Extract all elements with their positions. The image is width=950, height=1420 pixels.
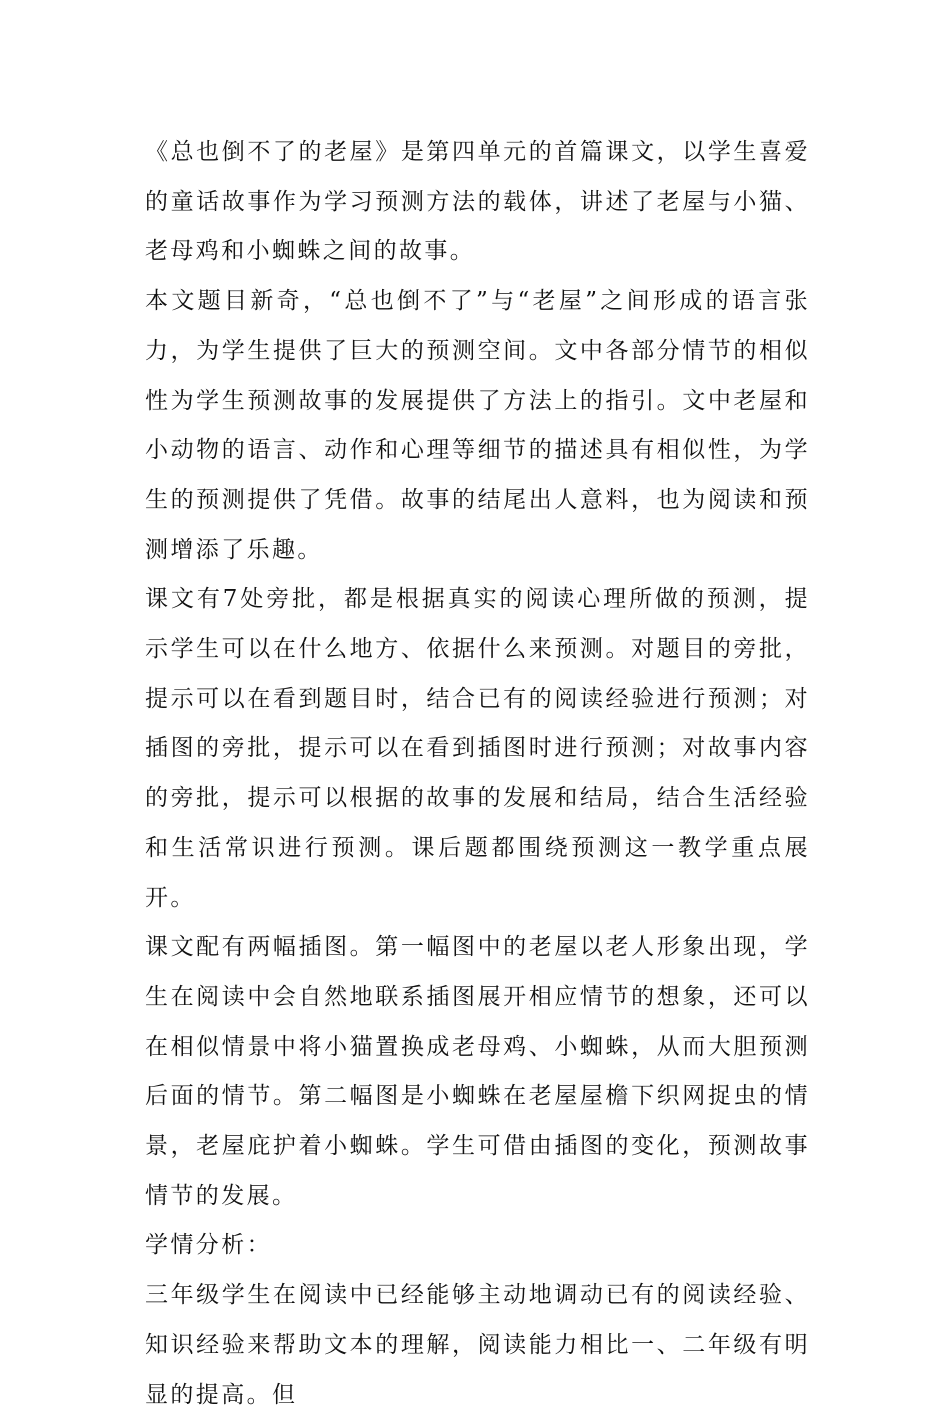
paragraph-student-analysis: 三年级学生在阅读中已经能够主动地调动已有的阅读经验、知识经验来帮助文本的理解，阅读能力相比一、二年级有明显的提高。但 (145, 1282, 810, 1408)
document-body (145, 128, 810, 1420)
paragraph-side-notes: 课文有7处旁批，都是根据真实的阅读心理所做的预测，提示学生可以在什么地方、依据什么来预测。对题目的旁批，提示可以在看到题目时，结合已有的阅读经验进行预测；对插图的旁批，提示可以在看到插图时进行预测；对故事内容的旁批，提示可以根据的故事的发展和结局，结合生活经验和生活常识进行预测。课后题都围绕预测这一教学重点展开。 (145, 586, 810, 911)
paragraph-lesson-intro: 《总也倒不了的老屋》是第四单元的首篇课文，以学生喜爱的童话故事作为学习预测方法的载体，讲述了老屋与小猫、老母鸡和小蜘蛛之间的故事。 (145, 139, 810, 265)
paragraph-illustrations: 课文配有两幅插图。第一幅图中的老屋以老人形象出现，学生在阅读中会自然地联系插图展开相应情节的想象，还可以在相似情景中将小猫置换成老母鸡、小蜘蛛，从而大胆预测后面的情节。第二幅图是小蜘蛛在老屋屋檐下织网捉虫的情景，老屋庇护着小蜘蛛。学生可借由插图的变化，预测故事情节的发展。 (145, 934, 810, 1209)
paragraph-title-analysis: 本文题目新奇，“总也倒不了”与“老屋”之间形成的语言张力，为学生提供了巨大的预测空间。文中各部分情节的相似性为学生预测故事的发展提供了方法上的指引。文中老屋和小动物的语言、动作和心理等细节的描述具有相似性，为学生的预测提供了凭借。故事的结尾出人意料，也为阅读和预测增添了乐趣。 (145, 288, 810, 563)
section-heading-student-analysis: 学情分析： (145, 1232, 272, 1259)
